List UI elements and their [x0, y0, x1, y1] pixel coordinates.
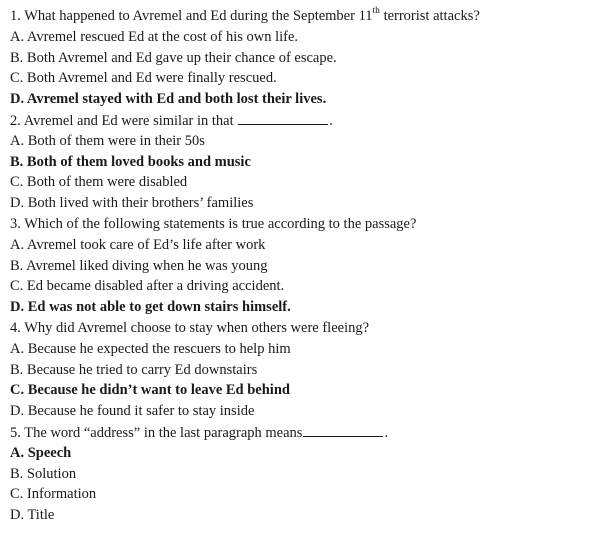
question-3-stem: 3. Which of the following statements is true according to the passage?: [10, 215, 417, 232]
quiz-sheet: [10, 6, 602, 526]
question-2-stem: [10, 110, 602, 131]
question-4-option-d: D. Because he found it safer to stay inside: [10, 403, 255, 420]
question-1-option-a: A. Avremel rescued Ed at the cost of his own life.: [10, 28, 299, 45]
question-1-option-c: C. Both Avremel and Ed were finally rescued.: [10, 70, 277, 87]
question-5-option-d: D. Title: [10, 507, 55, 524]
question-1-stem: [10, 6, 602, 27]
question-3-option-d: D. Ed was not able to get down stairs himself.: [10, 299, 291, 316]
question-1-option-b: B. Both Avremel and Ed gave up their chance of escape.: [10, 49, 337, 66]
question-5-option-c: C. Information: [10, 486, 97, 503]
question-4-option-b: B. Because he tried to carry Ed downstairs: [10, 361, 258, 378]
question-2-option-c: C. Both of them were disabled: [10, 174, 188, 191]
question-3-option-c: C. Ed became disabled after a driving accident.: [10, 278, 285, 295]
question-2-option-d: D. Both lived with their brothers’ families: [10, 195, 254, 212]
question-2-stem-text: 2. Avremel and Ed were similar in that: [10, 112, 238, 129]
question-5-option-a: A. Speech: [10, 444, 72, 461]
answer-blank: [238, 110, 328, 125]
question-3-option-a: A. Avremel took care of Ed’s life after work: [10, 236, 266, 253]
superscript-th: th: [372, 6, 380, 17]
question-1-stem-text-end: terrorist attacks?: [379, 8, 480, 24]
question-5-stem: [10, 422, 602, 443]
question-4-option-a: A. Because he expected the rescuers to help him: [10, 340, 291, 357]
answer-blank: [303, 422, 383, 437]
question-1-option-d: D. Avremel stayed with Ed and both lost their lives.: [10, 91, 327, 108]
question-4-stem: 4. Why did Avremel choose to stay when others were fleeing?: [10, 319, 370, 336]
question-4-option-c: C. Because he didn’t want to leave Ed behind: [10, 382, 290, 399]
question-1-stem-text: 1. What happened to Avremel and Ed during the September 11: [10, 8, 373, 24]
question-3-option-b: B. Avremel liked diving when he was young: [10, 257, 268, 274]
question-5-stem-text: 5. The word “address” in the last paragraph means: [10, 424, 303, 441]
question-2-option-a: A. Both of them were in their 50s: [10, 132, 205, 149]
question-2-stem-text-end: .: [329, 112, 333, 129]
question-5-option-b: B. Solution: [10, 465, 77, 482]
question-2-option-b: B. Both of them loved books and music: [10, 153, 251, 170]
question-5-stem-text-end: .: [384, 424, 389, 441]
